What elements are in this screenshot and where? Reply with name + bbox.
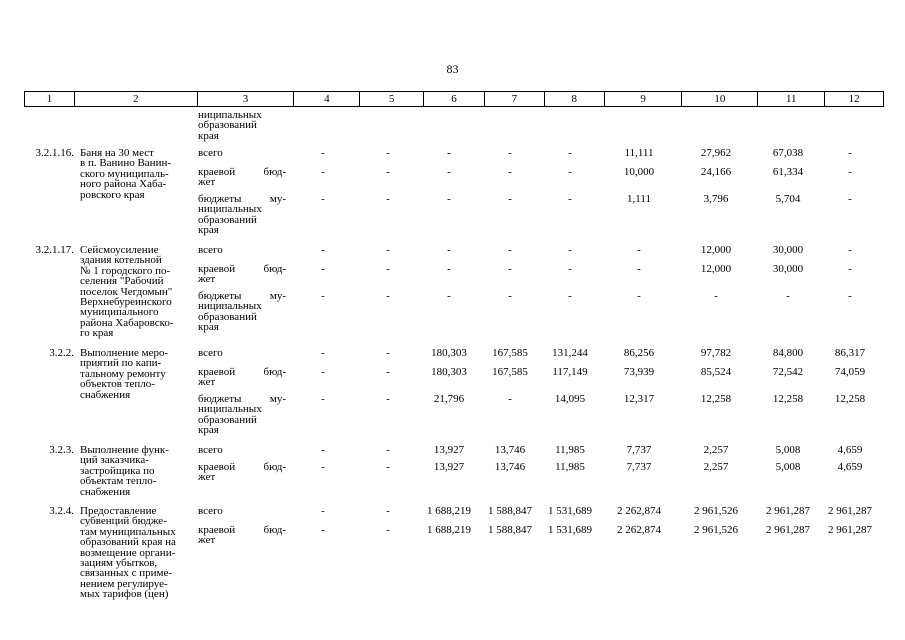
column-header: 4: [294, 92, 360, 106]
value-cell: -: [321, 444, 325, 456]
value-cell: 73,939: [623, 366, 655, 378]
row-name-line: селения "Рабочий: [80, 275, 164, 288]
value-cell: -: [637, 263, 641, 275]
value-cell: -: [321, 166, 325, 178]
budget-label-line: образований: [198, 413, 257, 426]
value-cell: -: [508, 290, 512, 302]
budget-label-line: всего: [198, 244, 223, 256]
column-header: 10: [682, 92, 758, 106]
column-header: 2: [75, 92, 198, 106]
value-cell: -: [321, 366, 325, 378]
budget-label-line: жет: [198, 273, 216, 286]
value-cell: 2 262,874: [617, 524, 661, 536]
row-code: 3.2.3.: [49, 444, 74, 456]
value-cell: -: [447, 147, 451, 159]
value-cell: 180,303: [431, 366, 467, 378]
carryover-label-line: ниципальных: [198, 109, 262, 121]
value-cell: -: [386, 290, 390, 302]
row-name-line: объектов тепло-: [80, 378, 155, 391]
value-cell: -: [786, 290, 790, 302]
budget-label-word: краевой: [198, 366, 236, 378]
budget-label-line: края: [198, 424, 219, 437]
budget-label-line: всего: [198, 147, 223, 159]
row-name-line: субвенций бюдже-: [80, 515, 167, 528]
row-name-line: го края: [80, 327, 114, 340]
value-cell: -: [848, 263, 852, 275]
column-header: 3: [198, 92, 295, 106]
row-name-line: ровского края: [80, 188, 145, 201]
value-cell: 1 588,847: [488, 505, 532, 517]
value-cell: -: [386, 524, 390, 536]
value-cell: 12,000: [700, 244, 732, 256]
row-name-line: поселок Чегдомын": [80, 285, 173, 298]
budget-label-line: всего: [198, 444, 223, 456]
value-cell: -: [386, 244, 390, 256]
budget-label-word: краевой: [198, 461, 236, 473]
carryover-label-line: образований: [198, 119, 257, 132]
budget-label-word: бюд-: [263, 461, 286, 473]
row-code: 3.2.1.16.: [35, 147, 74, 159]
value-cell: 86,317: [834, 347, 866, 359]
row-name-line: приятий по капи-: [80, 357, 162, 370]
value-cell: 167,585: [492, 366, 528, 378]
value-cell: 24,166: [700, 166, 732, 178]
row-name-line: № 1 городского по-: [80, 264, 171, 277]
value-cell: 1 531,689: [548, 505, 592, 517]
budget-label-line: всего: [198, 505, 223, 517]
row-name-line: муниципального: [80, 306, 159, 319]
value-cell: 12,317: [623, 393, 655, 405]
budget-label-line: ниципальных: [198, 203, 262, 216]
budget-label-word: краевой: [198, 166, 236, 178]
row-name-line: ций заказчика-: [80, 454, 149, 467]
value-cell: 4,659: [837, 461, 863, 473]
value-cell: -: [321, 263, 325, 275]
value-cell: -: [321, 505, 325, 517]
value-cell: -: [321, 347, 325, 359]
value-cell: -: [447, 290, 451, 302]
value-cell: -: [508, 263, 512, 275]
value-cell: 5,704: [775, 193, 801, 205]
value-cell: 180,303: [431, 347, 467, 359]
budget-label-word: краевой: [198, 263, 236, 275]
value-cell: 2 961,287: [766, 505, 810, 517]
value-cell: 10,000: [623, 166, 655, 178]
value-cell: 7,737: [626, 444, 652, 456]
value-cell: 2 961,526: [694, 524, 738, 536]
value-cell: 14,095: [554, 393, 586, 405]
value-cell: -: [386, 147, 390, 159]
value-cell: 85,524: [700, 366, 732, 378]
budget-label-line: края: [198, 321, 219, 334]
column-header: 9: [605, 92, 683, 106]
value-cell: -: [568, 290, 572, 302]
column-header: 5: [360, 92, 424, 106]
table-header: [24, 91, 884, 107]
row-name-line: застройщика по: [80, 464, 155, 477]
row-name-line: возмещение органи-: [80, 546, 176, 559]
row-name-line: тальному ремонту: [80, 367, 166, 380]
value-cell: -: [568, 263, 572, 275]
value-cell: -: [386, 347, 390, 359]
row-name-line: Выполнение функ-: [80, 444, 169, 456]
value-cell: -: [568, 166, 572, 178]
value-cell: 3,796: [703, 193, 729, 205]
value-cell: 2 961,287: [828, 524, 872, 536]
row-name-line: объектам тепло-: [80, 475, 157, 488]
value-cell: 67,038: [772, 147, 804, 159]
value-cell: 11,985: [555, 461, 585, 473]
value-cell: 13,927: [433, 444, 465, 456]
budget-label-word: му-: [269, 290, 286, 302]
value-cell: -: [386, 366, 390, 378]
row-code: 3.2.1.17.: [35, 244, 74, 256]
row-name-line: мых тарифов (цен): [80, 588, 169, 601]
row-name-line: Сейсмоусиление: [80, 244, 159, 256]
value-cell: 84,800: [772, 347, 804, 359]
value-cell: 13,746: [494, 444, 526, 456]
value-cell: -: [321, 524, 325, 536]
value-cell: 167,585: [492, 347, 528, 359]
budget-label-word: бюд-: [263, 524, 286, 536]
value-cell: 2 262,874: [617, 505, 661, 517]
row-name-line: ного района Хаба-: [80, 178, 167, 191]
budget-label-word: му-: [269, 193, 286, 205]
row-code: 3.2.2.: [49, 347, 74, 359]
value-cell: 27,962: [700, 147, 732, 159]
value-cell: -: [321, 244, 325, 256]
value-cell: 1 588,847: [488, 524, 532, 536]
value-cell: -: [447, 244, 451, 256]
value-cell: -: [848, 193, 852, 205]
value-cell: -: [637, 290, 641, 302]
page-number: 83: [446, 62, 459, 76]
value-cell: -: [848, 147, 852, 159]
budget-label-line: жет: [198, 471, 216, 484]
value-cell: -: [321, 193, 325, 205]
value-cell: -: [386, 166, 390, 178]
value-cell: 1 688,219: [427, 524, 471, 536]
value-cell: -: [321, 461, 325, 473]
row-name-line: района Хабаровско-: [80, 316, 174, 329]
budget-label-line: всего: [198, 347, 223, 359]
value-cell: -: [321, 393, 325, 405]
value-cell: -: [714, 290, 718, 302]
value-cell: 30,000: [772, 244, 804, 256]
value-cell: -: [848, 290, 852, 302]
budget-label-line: жет: [198, 176, 216, 189]
value-cell: 2 961,287: [828, 505, 872, 517]
value-cell: 13,746: [494, 461, 526, 473]
budget-label-line: жет: [198, 534, 216, 547]
budget-label-word: бюджеты: [198, 193, 242, 205]
budget-label-word: бюд-: [263, 263, 286, 275]
value-cell: 1 531,689: [548, 524, 592, 536]
column-header: 1: [25, 92, 75, 106]
value-cell: 12,258: [834, 393, 866, 405]
value-cell: -: [508, 193, 512, 205]
row-name-line: снабжения: [80, 485, 131, 498]
row-code: 3.2.4.: [49, 505, 74, 517]
column-header: 11: [758, 92, 825, 106]
budget-label-word: бюд-: [263, 166, 286, 178]
budget-label-line: края: [198, 224, 219, 237]
row-name-line: зациям убытков,: [80, 557, 158, 569]
value-cell: -: [386, 444, 390, 456]
row-name-line: связанных с приме-: [80, 567, 173, 580]
column-header: 12: [848, 93, 860, 105]
row-name-line: Баня на 30 мест: [80, 147, 154, 159]
row-name-line: образований края на: [80, 536, 176, 549]
value-cell: 2,257: [703, 461, 729, 473]
value-cell: 117,149: [552, 366, 588, 378]
value-cell: -: [568, 147, 572, 159]
value-cell: -: [386, 393, 390, 405]
value-cell: 97,782: [700, 347, 732, 359]
value-cell: -: [508, 166, 512, 178]
carryover-label-line: края: [198, 129, 219, 142]
value-cell: -: [321, 147, 325, 159]
row-name-line: снабжения: [80, 388, 131, 401]
value-cell: -: [508, 147, 512, 159]
budget-label-line: ниципальных: [198, 300, 262, 313]
budget-label-word: бюджеты: [198, 393, 242, 405]
value-cell: 7,737: [626, 461, 652, 473]
budget-label-word: бюд-: [263, 366, 286, 378]
value-cell: -: [508, 244, 512, 256]
row-name-line: Выполнение меро-: [80, 347, 169, 359]
value-cell: -: [568, 193, 572, 205]
row-name-line: здания котельной: [80, 254, 162, 267]
column-header: 7: [485, 92, 545, 106]
value-cell: -: [321, 290, 325, 302]
budget-label-line: образований: [198, 310, 257, 323]
value-cell: 12,258: [772, 393, 804, 405]
value-cell: -: [637, 244, 641, 256]
budget-label-word: му-: [269, 393, 286, 405]
value-cell: 21,796: [433, 393, 465, 405]
value-cell: 12,000: [700, 263, 732, 275]
budget-label-word: краевой: [198, 524, 236, 536]
value-cell: -: [848, 244, 852, 256]
budget-label-word: бюджеты: [198, 290, 242, 302]
value-cell: -: [447, 166, 451, 178]
row-name-line: в п. Ванино Ванин-: [80, 157, 172, 170]
value-cell: 61,334: [772, 166, 804, 178]
value-cell: 30,000: [772, 263, 804, 275]
value-cell: 11,111: [624, 147, 654, 159]
column-header: 6: [424, 92, 485, 106]
row-name-line: нением регулируе-: [80, 577, 168, 590]
value-cell: -: [508, 393, 512, 405]
row-name-line: Предоставление: [80, 505, 157, 517]
row-name-line: там муниципальных: [80, 525, 176, 538]
value-cell: 74,059: [834, 366, 866, 378]
value-cell: 12,258: [700, 393, 732, 405]
value-cell: 1 688,219: [427, 505, 471, 517]
value-cell: -: [848, 166, 852, 178]
value-cell: 5,008: [775, 461, 801, 473]
budget-label-line: образований: [198, 213, 257, 226]
value-cell: -: [386, 505, 390, 517]
value-cell: 86,256: [623, 347, 655, 359]
value-cell: 4,659: [837, 444, 863, 456]
value-cell: -: [386, 461, 390, 473]
value-cell: -: [386, 263, 390, 275]
row-name-line: ского муниципаль-: [80, 167, 169, 180]
value-cell: -: [447, 263, 451, 275]
column-header: 8: [545, 92, 605, 106]
budget-label-line: ниципальных: [198, 403, 262, 416]
value-cell: 131,244: [552, 347, 588, 359]
value-cell: -: [447, 193, 451, 205]
value-cell: -: [568, 244, 572, 256]
value-cell: 5,008: [775, 444, 801, 456]
value-cell: 72,542: [772, 366, 804, 378]
row-name-line: Верхнебуреинского: [80, 296, 172, 308]
value-cell: 13,927: [433, 461, 465, 473]
value-cell: 2,257: [703, 444, 729, 456]
budget-label-line: жет: [198, 376, 216, 389]
value-cell: 2 961,287: [766, 524, 810, 536]
value-cell: 1,111: [627, 193, 651, 205]
value-cell: -: [386, 193, 390, 205]
value-cell: 2 961,526: [694, 505, 738, 517]
value-cell: 11,985: [555, 444, 585, 456]
